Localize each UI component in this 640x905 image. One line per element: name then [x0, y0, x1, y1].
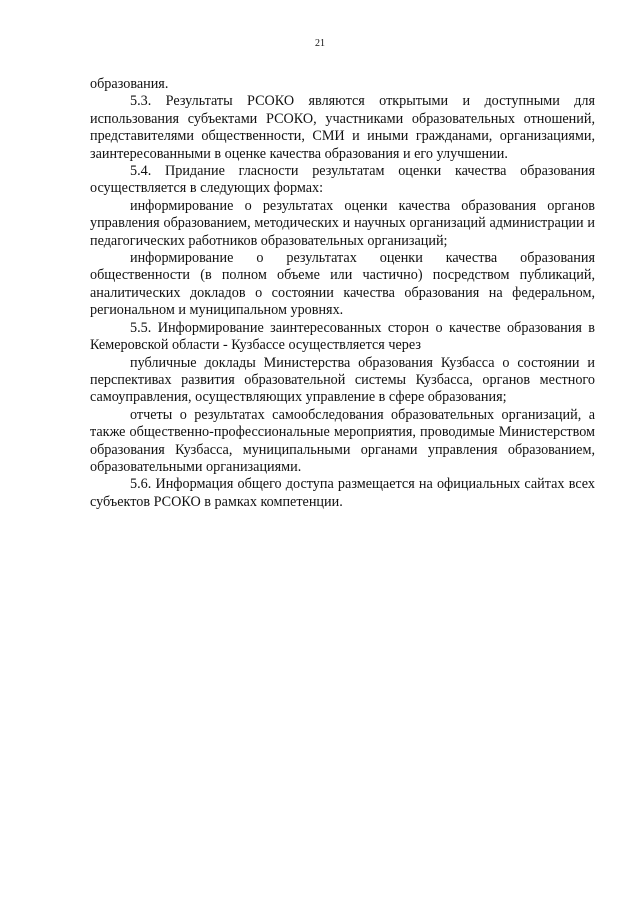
document-body	[90, 76, 595, 511]
paragraph-5-4: 5.4. Придание гласности результатам оценки качества образования осуществляется в следующих формах:	[90, 163, 595, 197]
paragraph-5-4-item-2: информирование о результатах оценки качества образования общественности (в полном объеме или частично) посредством публикаций, аналитических докладов о состоянии качества образования на федеральном, региональном и муниципальном уровнях.	[90, 250, 595, 319]
paragraph-continuation: образования.	[90, 76, 169, 92]
paragraph-5-3: 5.3. Результаты РСОКО являются открытыми и доступными для использования субъектами РСОКО, участниками образовательных отношений, представителями общественности, СМИ и иными гражданами, организациями, заинтересованными в оценке качества образования и его улучшении.	[90, 93, 595, 162]
paragraph-5-5-item-2: отчеты о результатах самообследования образовательных организаций, а также общественно-профессиональные мероприятия, проводимые Министерством образования Кузбасса, муниципальными органами управления образованием, образовательными организациями.	[90, 406, 595, 475]
page-number: 21	[315, 38, 325, 49]
paragraph-5-6: 5.6. Информация общего доступа размещается на официальных сайтах всех субъектов РСОКО в рамках компетенции.	[90, 476, 595, 510]
paragraph-5-5: 5.5. Информирование заинтересованных сторон о качестве образования в Кемеровской области - Кузбассе осуществляется через	[90, 319, 595, 354]
paragraph-5-5-item-1: публичные доклады Министерства образования Кузбасса о состоянии и перспективах развития образовательной системы Кузбасса, органов местного самоуправления, осуществляющих управление в сфере образования;	[90, 354, 595, 406]
paragraph-5-4-item-1: информирование о результатах оценки качества образования органов управления образованием, методических и научных организаций администрации и педагогических работников образовательных организаций;	[90, 197, 595, 249]
